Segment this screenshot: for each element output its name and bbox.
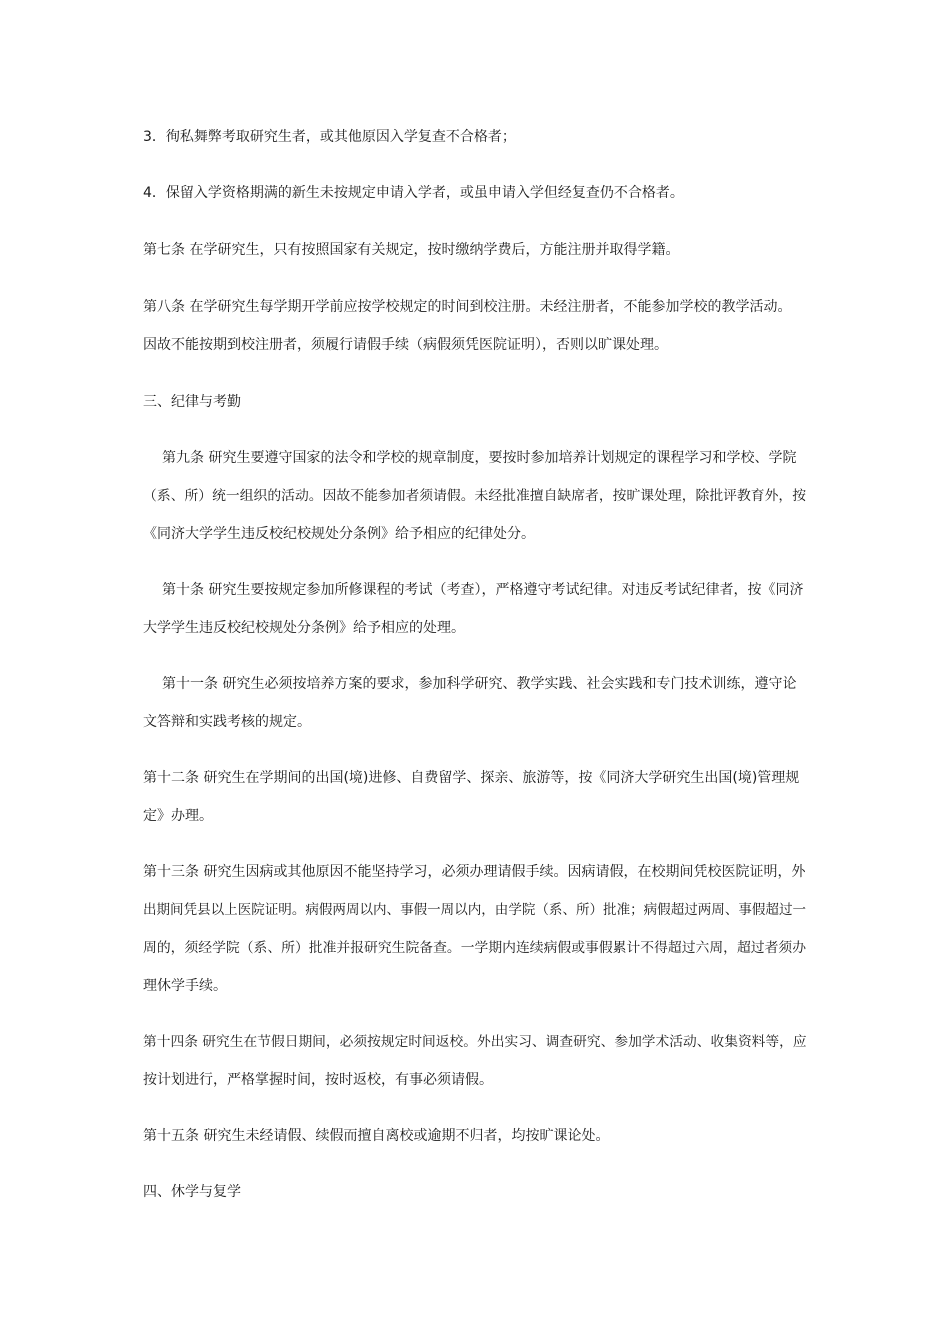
text-line: 第十一条 研究生必须按培养方案的要求，参加科学研究、教学实践、社会实践和专门技术训练，遵守论 [162, 676, 797, 692]
text-line: 第七条 在学研究生，只有按照国家有关规定，按时缴纳学费后，方能注册并取得学籍。 [143, 242, 680, 258]
text-line: 大学学生违反校纪校规处分条例》给予相应的处理。 [143, 620, 465, 636]
text-line: 第九条 研究生要遵守国家的法令和学校的规章制度，要按时参加培养计划规定的课程学习和学校、学院 [162, 450, 797, 466]
text-line: 第八条 在学研究生每学期开学前应按学校规定的时间到校注册。未经注册者，不能参加学校的教学活动。 [143, 299, 792, 315]
text-line: 周的，须经学院（系、所）批准并报研究生院备查。一学期内连续病假或事假累计不得超过六周，超过者须办 [143, 940, 807, 956]
article-10 [143, 571, 810, 647]
text-line: 出期间凭县以上医院证明。病假两周以内、事假一周以内，由学院（系、所）批准；病假超过两周、事假超过一 [143, 902, 807, 918]
text-line: 第十四条 研究生在节假日期间，必须按规定时间返校。外出实习、调查研究、参加学术活动、收集资料等，应 [143, 1034, 807, 1050]
article-13 [143, 853, 810, 1005]
text-line: 定》办理。 [143, 808, 213, 824]
text-line: 因故不能按期到校注册者，须履行请假手续（病假须凭医院证明），否则以旷课处理。 [143, 337, 668, 353]
text-line: （系、所）统一组织的活动。因故不能参加者须请假。未经批准擅自缺席者，按旷课处理，除批评教育外，按 [143, 488, 807, 504]
clause-item-4 [143, 174, 810, 212]
section-heading-4 [143, 1173, 810, 1211]
text-line: 4．保留入学资格期满的新生未按规定申请入学者，或虽申请入学但经复查仍不合格者。 [143, 185, 684, 201]
text-line: 理休学手续。 [143, 978, 227, 994]
text-line: 按计划进行，严格掌握时间，按时返校，有事必须请假。 [143, 1072, 493, 1088]
text-line: 第十条 研究生要按规定参加所修课程的考试（考查），严格遵守考试纪律。对违反考试纪律者，按《同济 [162, 582, 804, 598]
text-line: 3．徇私舞弊考取研究生者，或其他原因入学复查不合格者； [143, 129, 516, 145]
text-line: 第十二条 研究生在学期间的出国(境)进修、自费留学、探亲、旅游等，按《同济大学研究生出国(境)管理规 [143, 770, 800, 786]
text-line: 第十五条 研究生未经请假、续假而擅自离校或逾期不归者，均按旷课论处。 [143, 1128, 610, 1144]
text-line: 三、纪律与考勤 [143, 394, 241, 410]
section-heading-3 [143, 383, 810, 421]
article-15 [143, 1117, 810, 1155]
text-line: 文答辩和实践考核的规定。 [143, 714, 311, 730]
text-line: 四、休学与复学 [143, 1184, 241, 1200]
article-14 [143, 1023, 810, 1099]
article-11 [143, 665, 810, 741]
text-line: 《同济大学学生违反校纪校规处分条例》给予相应的纪律处分。 [143, 526, 535, 542]
article-12 [143, 759, 810, 835]
article-9 [143, 439, 810, 553]
text-line: 第十三条 研究生因病或其他原因不能坚持学习，必须办理请假手续。因病请假，在校期间凭校医院证明，外 [143, 864, 806, 880]
article-8 [143, 288, 810, 364]
article-7 [143, 231, 810, 269]
clause-item-3 [143, 118, 810, 156]
